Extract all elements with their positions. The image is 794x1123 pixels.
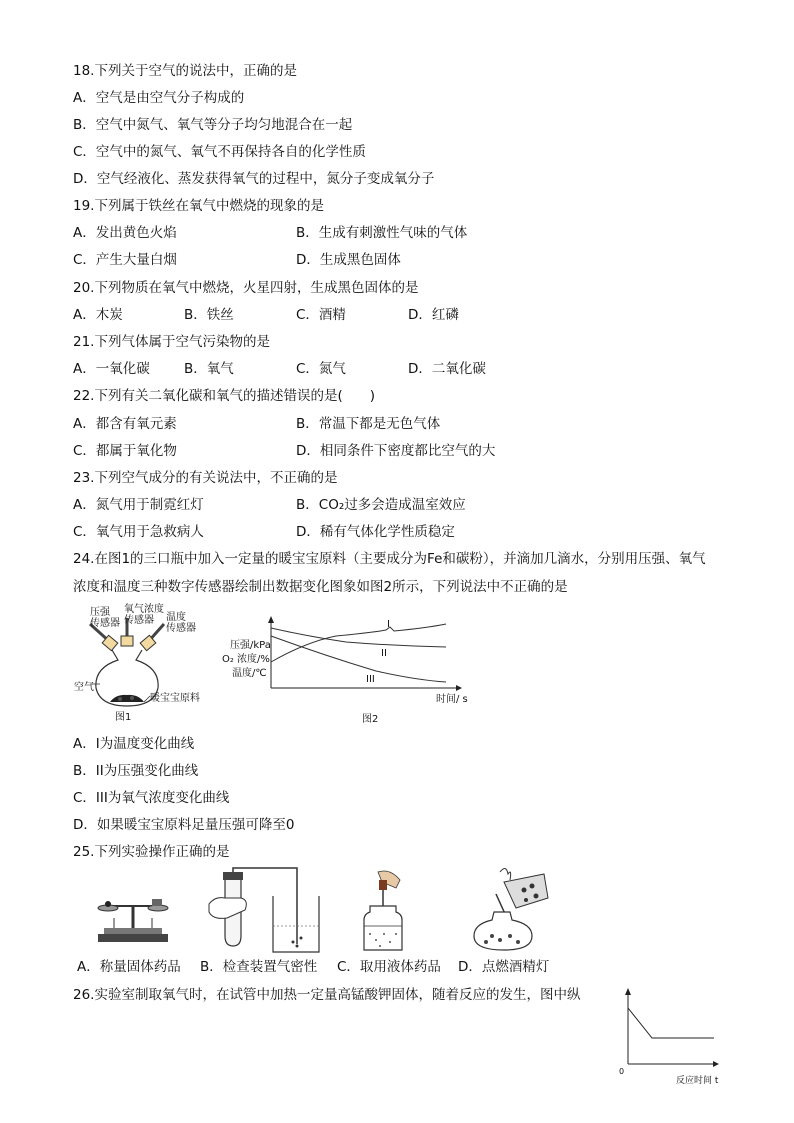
q20-option-d: D．红磷: [408, 307, 459, 323]
q24-option-c: C．III为氧气浓度变化曲线: [73, 790, 230, 806]
q22-option-b: B．常温下都是无色气体: [296, 416, 441, 432]
q26-graph-xlabel: 反应时间 t: [676, 1076, 719, 1086]
q26-stem: 26.实验室制取氧气时，在试管中加热一定量高锰酸钾固体，随着反应的发生，图中纵: [73, 987, 581, 1003]
q18-option-d: D．空气经液化、蒸发获得氧气的过程中，氮分子变成氧分子: [73, 171, 435, 187]
q24-figure2-caption: 图2: [362, 714, 379, 725]
q21-stem: 21.下列气体属于空气污染物的是: [73, 334, 270, 350]
q26-graph-origin: 0: [619, 1067, 625, 1076]
q23-option-c: C．氧气用于急救病人: [73, 524, 204, 540]
q20-option-b: B．铁丝: [184, 307, 234, 323]
q24-sensor-oxygen-label: 氧气浓度 传感器: [124, 604, 164, 626]
q24-fig2-xlabel: 时间/ s: [436, 694, 468, 705]
q24-option-a: A．I为温度变化曲线: [73, 736, 195, 752]
q20-stem: 20.下列物质在氧气中燃烧，火星四射，生成黑色固体的是: [73, 280, 419, 296]
q24-option-b: B．II为压强变化曲线: [73, 763, 199, 779]
q24-air-label: 空气: [74, 682, 94, 693]
q25-option-b: B．检查装置气密性: [200, 959, 318, 975]
q18-option-b: B．空气中氮气、氧气等分子均匀地混合在一起: [73, 117, 353, 133]
q19-stem: 19.下列属于铁丝在氧气中燃烧的现象的是: [73, 198, 324, 214]
q23-option-a: A．氮气用于制霓红灯: [73, 497, 204, 513]
q22-option-a: A．都含有氧元素: [73, 416, 177, 432]
q19-option-a: A．发出黄色火焰: [73, 225, 177, 241]
q23-option-d: D．稀有气体化学性质稳定: [296, 524, 455, 540]
q21-option-c: C．氮气: [296, 361, 346, 377]
q19-option-d: D．生成黑色固体: [296, 252, 401, 268]
q26-curve: [628, 1008, 714, 1038]
q24-curve-1-label: I: [387, 619, 390, 630]
q21-option-a: A．一氧化碳: [73, 361, 150, 377]
q18-option-a: A．空气是由空气分子构成的: [73, 90, 245, 106]
q24-material-label: 暖宝宝原料: [150, 693, 200, 704]
q25-balance-illustration: [94, 888, 172, 946]
q25-liquid-reagent-illustration: [360, 870, 410, 954]
q20-option-a: A．木炭: [73, 307, 123, 323]
q24-sensor-temp-label: 温度 传感器: [166, 612, 196, 634]
q19-option-c: C．产生大量白烟: [73, 252, 177, 268]
q24-sensor-pressure-label: 压强 传感器: [90, 607, 120, 629]
q25-option-c: C．取用液体药品: [337, 959, 441, 975]
q22-stem: 22.下列有关二氧化碳和氧气的描述错误的是( ): [73, 388, 376, 404]
q25-option-d: D．点燃酒精灯: [458, 959, 550, 975]
q18-option-c: C．空气中的氮气、氧气不再保持各自的化学性质: [73, 144, 366, 160]
q24-stem-line1: 24.在图1的三口瓶中加入一定量的暖宝宝原料（主要成分为Fe和碳粉），并滴加几滴水，分别用压强、氧气: [73, 551, 706, 567]
q24-option-d: D．如果暖宝宝原料足量压强可降至0: [73, 817, 295, 833]
q24-curve-2: [271, 628, 446, 647]
q23-option-b: B．CO₂过多会造成温室效应: [296, 497, 466, 513]
q19-option-b: B．生成有刺激性气味的气体: [296, 225, 468, 241]
q21-option-d: D．二氧化碳: [408, 361, 486, 377]
q22-option-c: C．都属于氧化物: [73, 443, 177, 459]
q25-option-a: A．称量固体药品: [77, 959, 181, 975]
q24-fig2-ylabel-oxygen: O₂ 浓度/%: [222, 654, 270, 665]
q25-airtightness-illustration: [205, 866, 325, 956]
q20-option-c: C．酒精: [296, 307, 346, 323]
q24-figure1-caption: 图1: [115, 712, 132, 723]
q23-stem: 23.下列空气成分的有关说法中，不正确的是: [73, 470, 338, 486]
q21-option-b: B．氧气: [184, 361, 234, 377]
q25-stem: 25.下列实验操作正确的是: [73, 844, 230, 860]
q24-curve-3-label: III: [366, 674, 375, 685]
q24-curve-2-label: II: [381, 648, 387, 659]
q24-fig2-ylabel-pressure: 压强/kPa: [230, 640, 271, 651]
q18-stem: 18.下列关于空气的说法中，正确的是: [73, 63, 297, 79]
q24-fig2-ylabel-temp: 温度/℃: [232, 668, 267, 679]
q26-graph: [620, 986, 720, 1070]
q25-alcohol-lamp-illustration: [466, 864, 552, 954]
q22-option-d: D．相同条件下密度都比空气的大: [296, 443, 496, 459]
q24-stem-line2: 浓度和温度三种数字传感器绘制出数据变化图象如图2所示，下列说法中不正确的是: [73, 579, 568, 595]
